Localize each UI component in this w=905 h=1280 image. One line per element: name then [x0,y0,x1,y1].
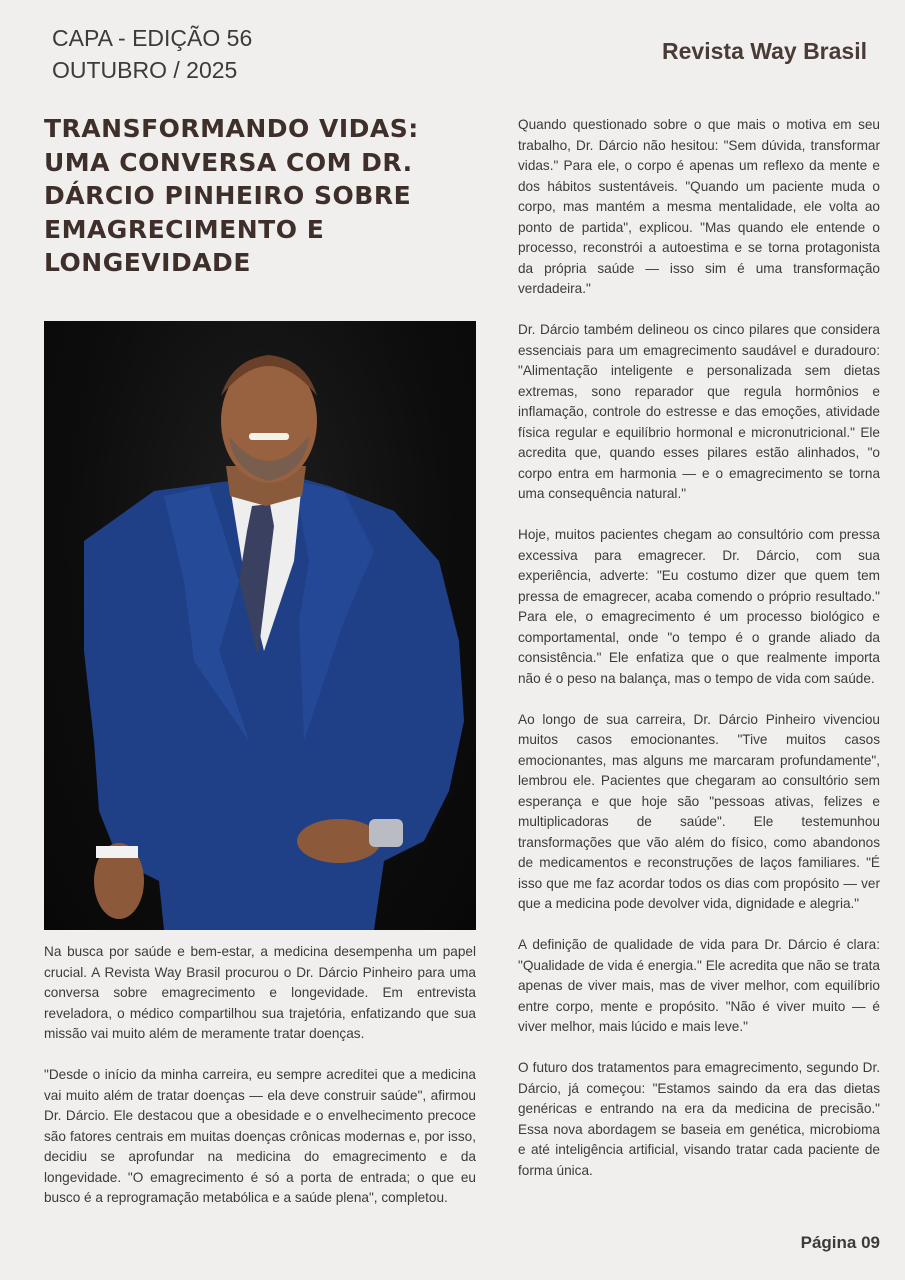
article-paragraph: Na busca por saúde e bem-estar, a medicina desempenha um papel crucial. A Revista Way Brasil procurou o Dr. Dárcio Pinheiro para uma conversa sobre emagrecimento e longevidade. Em entrevista reveladora, o médico compartilhou sua trajetória, enfatizando que sua missão vai muito além de meramente tratar doenças. [44,944,476,1041]
magazine-name: Revista Way Brasil [662,38,867,64]
article-paragraph: Ao longo de sua carreira, Dr. Dárcio Pinheiro vivenciou muitos casos emocionantes. "Tive muitos casos emocionantes, mas alguns me marcaram profundamente", lembrou ele. Pacientes que chegaram ao consultório sem esperança e que hoje são "pessoas ativas, felizes e multiplicadoras de saúde". Ele testemunhou transformações que vão além do físico, como abandonos de medicamentos e reconstruções de laços familiares. "É isso que me faz acordar todos os dias com propósito — ver que a medicina pode devolver vida, dignidade e alegria." [518,711,880,911]
article-paragraph: Hoje, muitos pacientes chegam ao consultório com pressa excessiva para emagrecer. Dr. Dárcio, com sua experiência, adverte: "Eu costumo dizer que quem tem pressa de emagrecer, acaba comendo o próprio resultado." Para ele, o emagrecimento é um processo biológico e comportamental, onde "o tempo é o grande aliado da consistência." Ele enfatiza que o que realmente importa não é o peso na balança, mas o tempo de vida com saúde. [518,527,880,686]
article-paragraph: "Desde o início da minha carreira, eu sempre acreditei que a medicina vai muito além de tratar doenças — ela deve construir saúde", afirmou Dr. Dárcio. Ele destacou que a obesidade e o envelhecimento precoce são fatores centrais em muitas doenças crônicas modernas e, por isso, decidiu se aprofundar na medicina do emagrecimento e da longevidade. "O emagrecimento é só a porta de entrada; o que eu busco é a reprogramação metabólica e a saúde plena", completou. [44,1067,476,1205]
article-column-left [44,942,476,1229]
portrait-illustration [44,321,476,930]
page-number: Página 09 [800,1233,880,1252]
article-paragraph: O futuro dos tratamentos para emagrecimento, segundo Dr. Dárcio, já começou: "Estamos saindo da era das dietas genéricas e entrando na era da medicina de precisão." Essa nova abordagem se baseia em genética, microbioma e até inteligência artificial, visando tratar cada paciente de forma única. [518,1060,880,1178]
cover-photo [44,321,476,930]
article-paragraph: Quando questionado sobre o que mais o motiva em seu trabalho, Dr. Dárcio não hesitou: "Sem dúvida, transformar vidas." Para ele, o corpo é apenas um reflexo da mente e dos hábitos sustentáveis. "Quando um paciente muda o corpo, mas mantém a mesma mentalidade, ele volta ao ponto de partida", explicou. "Mas quando ele entende o processo, reconstrói a autoestima e se torna protagonista da própria saúde — isso sim é uma transformação verdadeira." [518,117,880,296]
article-column-right [518,115,880,1202]
article-headline: TRANSFORMANDO VIDAS: UMA CONVERSA COM DR. DÁRCIO PINHEIRO SOBRE EMAGRECIMENTO E LONGEVIDADE [44,114,419,277]
article-paragraph: A definição de qualidade de vida para Dr. Dárcio é clara: "Qualidade de vida é energia." Ele acredita que não se trata apenas de viver mais, mas de viver melhor, com equilíbrio entre corpo, mente e propósito. "Não é viver muito — é viver melhor, mais lúcido e mais leve." [518,937,880,1034]
article-paragraph: Dr. Dárcio também delineou os cinco pilares que considera essenciais para um emagrecimento saudável e duradouro: "Alimentação inteligente e personalizada sem dietas extremas, sono reparador que regula hormônios e inflamação, controle do estresse e das emoções, atividade física regular e equilíbrio hormonal e micronutricional." Ele acredita que, quando esses pilares estão alinhados, "o corpo entra em harmonia — e o emagrecimento se torna uma consequência natural." [518,322,880,501]
edition-number: CAPA - EDIÇÃO 56 [52,25,253,51]
edition-info [52,22,252,86]
edition-date: OUTUBRO / 2025 [52,57,238,83]
